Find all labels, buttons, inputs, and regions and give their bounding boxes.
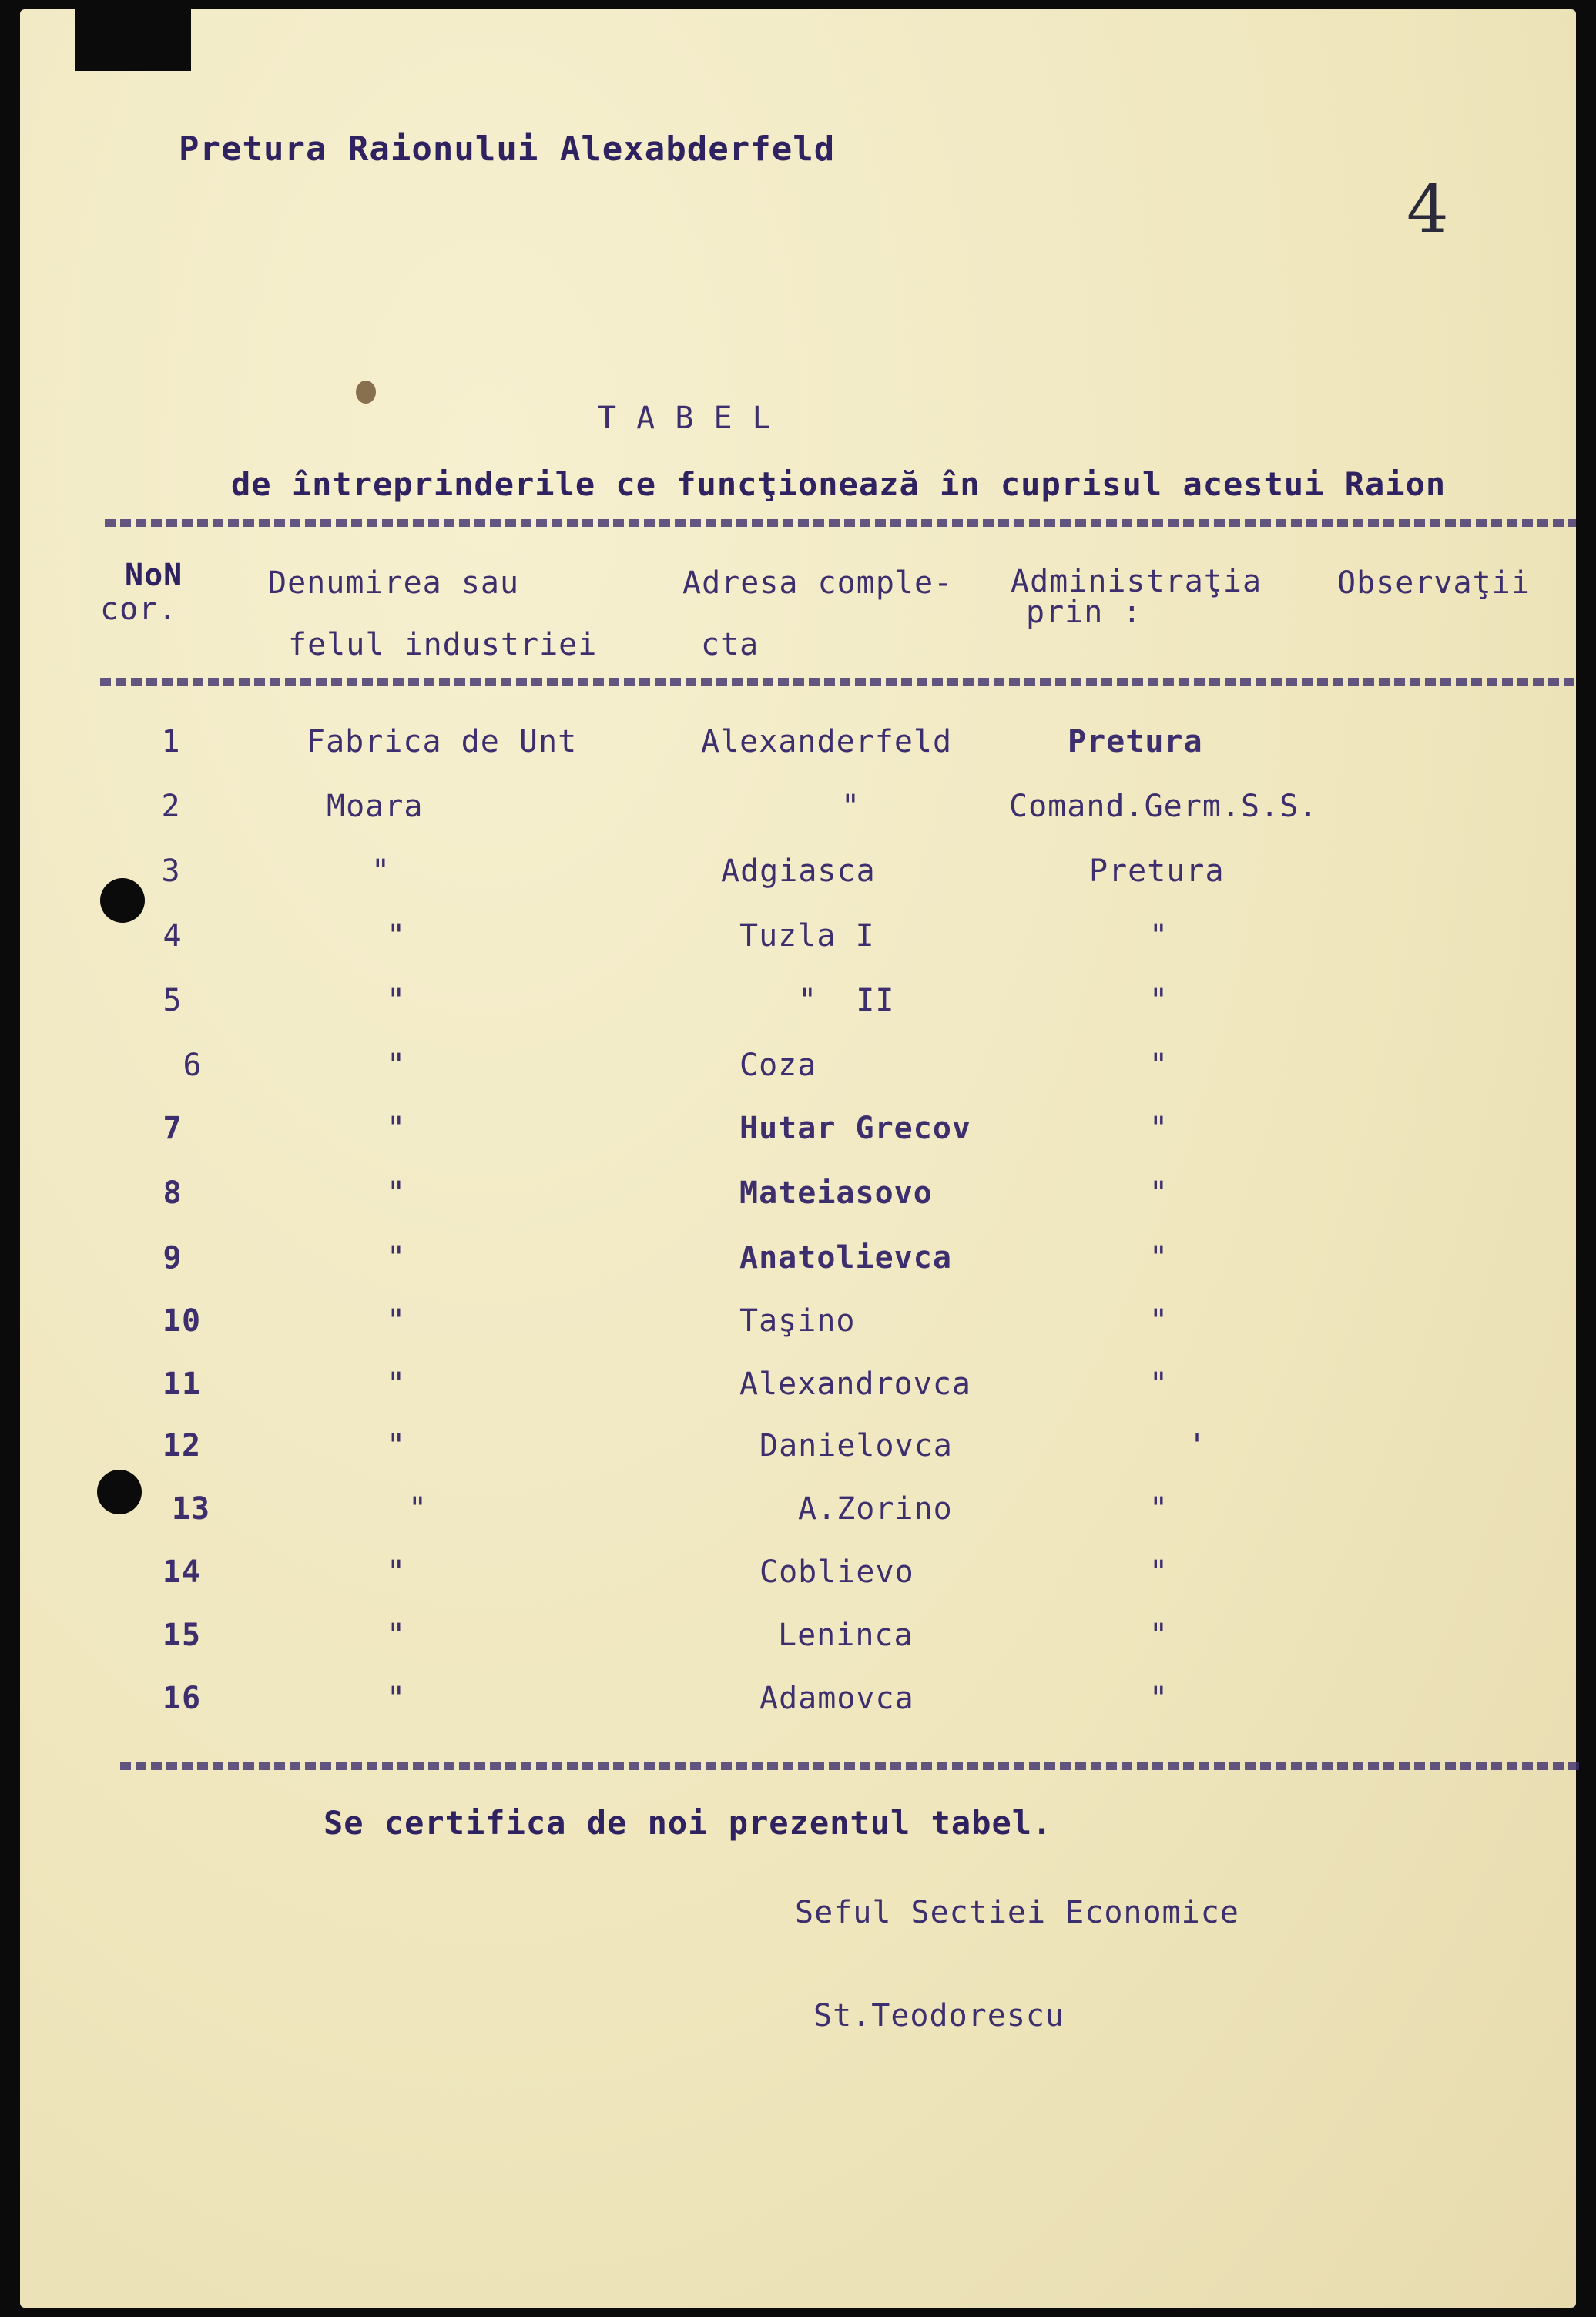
cell-no: 4 [163, 918, 183, 954]
cell-address: Alexanderfeld [701, 724, 953, 759]
cell-no: 1 [161, 724, 181, 759]
cell-no: 5 [163, 983, 183, 1018]
cell-address: Alexandrovca [739, 1366, 971, 1402]
cell-admin: ' [1188, 1428, 1208, 1464]
cell-admin: " [1149, 1240, 1169, 1276]
cell-name: " [387, 1366, 407, 1402]
cell-admin: " [1149, 1681, 1169, 1716]
col-header-address-sub: cta [701, 627, 759, 662]
document-title: T A B E L [598, 401, 772, 436]
cell-address: Tuzla I [739, 918, 875, 954]
cell-address: Mateiasovo [739, 1175, 933, 1211]
cell-admin: " [1149, 1366, 1169, 1402]
cell-name: " [387, 983, 407, 1018]
cell-name: " [387, 1681, 407, 1716]
cell-no: 8 [163, 1175, 183, 1211]
rule-top [105, 519, 1576, 527]
col-header-no: NoN [125, 558, 183, 593]
cell-name: " [387, 1111, 407, 1146]
col-header-address: Adresa comple- [682, 565, 954, 601]
cell-admin: " [1149, 1303, 1169, 1339]
document-subtitle: de întreprinderile ce funcţionează în cuprisul acestui Raion [231, 465, 1447, 503]
col-header-name: Denumirea sau [268, 565, 520, 601]
cell-name: Fabrica de Unt [307, 724, 578, 759]
cell-address: Anatolievca [739, 1240, 952, 1276]
cell-name: " [387, 918, 407, 954]
cell-address: A.Zorino [798, 1491, 953, 1527]
cell-name: Moara [327, 789, 424, 824]
punch-hole-bottom [97, 1470, 142, 1514]
cell-name: " [371, 853, 391, 889]
cell-admin: " [1149, 1048, 1169, 1083]
cell-address: Danielovca [759, 1428, 953, 1464]
cell-no: 3 [161, 853, 181, 889]
cell-admin: " [1149, 983, 1169, 1018]
signer-title: Seful Sectiei Economice [795, 1895, 1239, 1930]
cell-address: Adgiasca [721, 853, 876, 889]
cell-no: 6 [183, 1048, 203, 1083]
cell-no: 10 [162, 1303, 202, 1339]
cell-admin: " [1149, 1491, 1169, 1527]
signer-name: St.Teodorescu [813, 1998, 1065, 2034]
cell-admin: " [1149, 918, 1169, 954]
cell-admin: " [1149, 1554, 1169, 1590]
col-header-admin-sub: prin : [1026, 595, 1142, 630]
cell-name: " [408, 1491, 428, 1527]
cell-no: 16 [162, 1681, 202, 1716]
cell-name: " [387, 1175, 407, 1211]
page-number: 4 [1407, 171, 1449, 248]
col-header-no-sub: cor. [100, 592, 178, 627]
cell-name: " [387, 1618, 407, 1653]
certification-text: Se certifica de noi prezentul tabel. [324, 1804, 1053, 1842]
institution-header: Pretura Raionului Alexabderfeld [179, 129, 836, 169]
col-header-observations: Observaţii [1337, 565, 1531, 601]
torn-corner [75, 9, 191, 71]
punch-hole-top [100, 878, 145, 923]
cell-name: " [387, 1048, 407, 1083]
cell-admin: " [1149, 1175, 1169, 1211]
cell-admin: Pretura [1068, 724, 1203, 759]
cell-address: Taşino [739, 1303, 856, 1339]
cell-name: " [387, 1240, 407, 1276]
cell-address: Coblievo [759, 1554, 914, 1590]
col-header-name-sub: felul industriei [288, 627, 598, 662]
cell-no: 7 [163, 1111, 183, 1146]
cell-admin: Comand.Germ.S.S. [1009, 789, 1319, 824]
rule-header [100, 678, 1579, 686]
cell-address: " II [798, 983, 895, 1018]
cell-no: 9 [163, 1240, 183, 1276]
cell-admin: Pretura [1089, 853, 1225, 889]
cell-address: Adamovca [759, 1681, 914, 1716]
cell-address: Coza [739, 1048, 817, 1083]
cell-no: 15 [162, 1618, 202, 1653]
cell-no: 12 [162, 1428, 202, 1464]
cell-name: " [387, 1428, 407, 1464]
ink-stain [356, 381, 376, 404]
cell-admin: " [1149, 1618, 1169, 1653]
cell-admin: " [1149, 1111, 1169, 1146]
col-header-admin: Administraţia [1011, 564, 1262, 599]
rule-bottom [120, 1762, 1584, 1770]
cell-no: 14 [162, 1554, 202, 1590]
cell-name: " [387, 1554, 407, 1590]
document-page [20, 9, 1576, 2308]
cell-address: Leninca [778, 1618, 914, 1653]
cell-no: 2 [161, 789, 181, 824]
cell-name: " [387, 1303, 407, 1339]
cell-no: 13 [171, 1491, 211, 1527]
cell-no: 11 [162, 1366, 202, 1402]
cell-address: Hutar Grecov [739, 1111, 971, 1146]
cell-address: " [841, 789, 861, 824]
